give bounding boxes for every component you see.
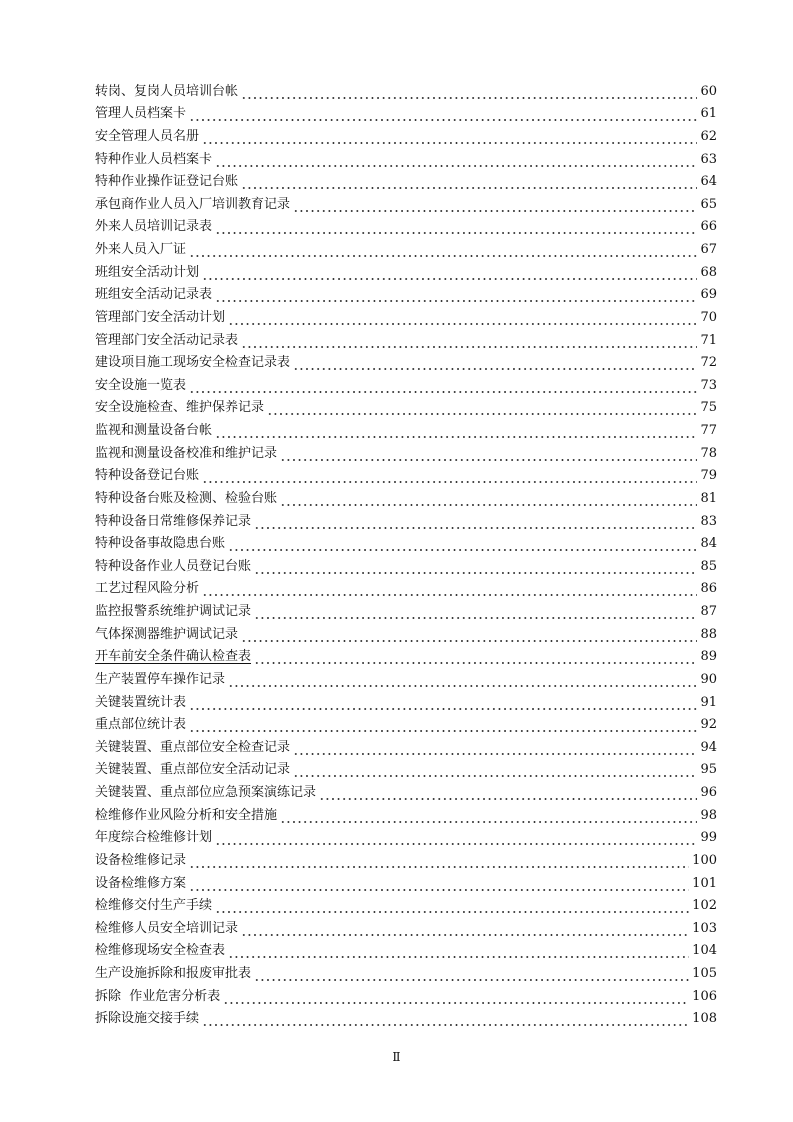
toc-entry-title: 特种作业操作证登记台账 [95, 174, 239, 190]
toc-entry-page: 91 [700, 694, 717, 710]
toc-entry-title: 班组安全活动计划 [95, 264, 200, 280]
toc-entry-page: 87 [700, 604, 717, 619]
dot-leader [293, 195, 697, 215]
toc-entry-title: 设备检维修记录 [95, 852, 187, 868]
toc-entry-title: 重点部位统计表 [95, 717, 187, 733]
toc-entry-page: 60 [700, 83, 717, 99]
toc-entry[interactable] [95, 803, 717, 826]
toc-entry-page: 68 [700, 264, 717, 280]
dot-leader [241, 82, 697, 102]
toc-entry-page: 75 [700, 400, 717, 416]
toc-entry[interactable] [95, 305, 717, 328]
toc-entry-page: 99 [700, 830, 717, 846]
toc-entry-page: 81 [700, 490, 717, 506]
toc-entry-title: 工艺过程风险分析 [95, 581, 200, 597]
toc-entry-title: 拆除设施交接手续 [95, 1011, 200, 1027]
toc-entry-title: 班组安全活动记录表 [95, 287, 213, 303]
toc-entry-title: 气体探测器维护调试记录 [95, 626, 239, 642]
toc-entry-title: 开车前安全条件确认检查表 [95, 649, 252, 665]
dot-leader [241, 625, 697, 645]
toc-entry-title: 监视和测量设备台帐 [95, 423, 213, 438]
toc-entry-page: 63 [700, 151, 717, 167]
toc-entry-page: 61 [700, 106, 717, 122]
dot-leader [215, 828, 697, 848]
toc-entry[interactable] [95, 826, 717, 849]
toc-entry-title: 关键装置统计表 [95, 694, 187, 710]
toc-entry-page: 62 [700, 128, 717, 144]
dot-leader [228, 941, 689, 961]
toc-entry[interactable] [95, 780, 717, 803]
toc-entry-page: 108 [692, 1011, 717, 1027]
toc-entry-page: 95 [700, 762, 717, 778]
dot-leader [280, 444, 697, 464]
dot-leader [215, 285, 697, 305]
dot-leader [254, 964, 689, 984]
dot-leader [189, 240, 697, 260]
dot-leader [202, 579, 697, 599]
toc-entry-page: 106 [692, 988, 717, 1004]
toc-entry[interactable] [95, 373, 717, 396]
toc-entry-title: 安全设施检查、维护保养记录 [95, 400, 265, 416]
toc-entry[interactable] [95, 758, 717, 781]
toc-entry-title: 建设项目施工现场安全检查记录表 [95, 355, 291, 371]
dot-leader [202, 263, 697, 283]
toc-entry-page: 96 [700, 785, 717, 800]
dot-leader [319, 783, 697, 803]
toc-entry-page: 71 [700, 332, 717, 348]
toc-entry-page: 100 [692, 852, 717, 868]
dot-leader [293, 738, 697, 758]
toc-entry-page: 84 [700, 536, 717, 552]
toc-entry-page: 65 [700, 196, 717, 212]
toc-entry[interactable] [95, 713, 717, 736]
toc-entry-title: 监控报警系统维护调试记录 [95, 604, 252, 619]
toc-entry-title: 管理部门安全活动计划 [95, 309, 226, 325]
toc-entry-title: 检维修现场安全检查表 [95, 943, 226, 959]
toc-entry-page: 90 [700, 671, 717, 687]
toc-entry-title: 关键装置、重点部位安全检查记录 [95, 739, 291, 755]
toc-entry[interactable] [95, 735, 717, 758]
toc-entry-page: 101 [692, 875, 717, 891]
dot-leader [293, 760, 697, 780]
toc-entry[interactable] [95, 848, 717, 871]
dot-leader [280, 806, 697, 826]
toc-entry-title: 特种设备日常维修保养记录 [95, 513, 252, 529]
dot-leader [228, 670, 697, 690]
toc-entry[interactable] [95, 554, 717, 577]
toc-entry[interactable] [95, 351, 717, 374]
dot-leader [189, 851, 689, 871]
dot-leader [202, 466, 697, 486]
toc-entry-title: 特种设备作业人员登记台账 [95, 558, 252, 574]
toc-entry-page: 103 [692, 920, 717, 936]
toc-entry[interactable] [95, 622, 717, 645]
page-number: Ⅱ [392, 1050, 401, 1064]
toc-entry[interactable] [95, 237, 717, 260]
toc-entry[interactable] [95, 509, 717, 532]
toc-entry[interactable] [95, 690, 717, 713]
toc-entry[interactable] [95, 486, 717, 509]
dot-leader [254, 557, 697, 577]
dot-leader [215, 217, 697, 237]
dot-leader [254, 602, 697, 622]
toc-entry[interactable] [95, 599, 717, 622]
toc-entry[interactable] [95, 871, 717, 894]
toc-entry-title: 关键装置、重点部位应急预案演练记录 [95, 785, 317, 800]
toc-entry-title: 设备检维修方案 [95, 875, 187, 891]
dot-leader [189, 874, 689, 894]
toc-entry-page: 105 [692, 966, 717, 981]
toc-entry-page: 92 [700, 717, 717, 733]
toc-entry-page: 98 [700, 807, 717, 823]
toc-entry-title: 特种设备事故隐患台账 [95, 536, 226, 552]
toc-entry-page: 94 [700, 739, 717, 755]
toc-entry-title: 管理部门安全活动记录表 [95, 332, 239, 348]
toc-entry-page: 66 [700, 219, 717, 235]
toc-entry-page: 64 [700, 174, 717, 190]
toc-entry-page: 73 [700, 377, 717, 393]
toc-entry[interactable] [95, 894, 717, 917]
toc-entry[interactable] [95, 328, 717, 351]
toc-entry[interactable] [95, 532, 717, 555]
toc-entry-title: 承包商作业人员入厂培训教育记录 [95, 196, 291, 212]
toc-entry-title: 特种设备台账及检测、检验台账 [95, 490, 278, 506]
dot-leader [189, 376, 697, 396]
dot-leader [228, 308, 697, 328]
toc-entry-page: 77 [700, 423, 717, 438]
dot-leader [189, 715, 697, 735]
toc-entry[interactable] [95, 283, 717, 306]
dot-leader [241, 172, 697, 192]
dot-leader [280, 489, 697, 509]
toc-entry-title: 监视和测量设备校准和维护记录 [95, 445, 278, 461]
toc-entry[interactable] [95, 147, 717, 170]
dot-leader [293, 353, 697, 373]
toc-entry[interactable] [95, 102, 717, 125]
toc-entry-title: 检维修交付生产手续 [95, 898, 213, 914]
toc-entry-title: 拆除 作业危害分析表 [95, 988, 221, 1004]
dot-leader [202, 127, 697, 147]
dot-leader [189, 693, 697, 713]
toc-entry[interactable] [95, 260, 717, 283]
dot-leader [202, 1009, 689, 1029]
toc-entry-page: 79 [700, 468, 717, 484]
toc-entry[interactable] [95, 939, 717, 962]
toc-entry-title: 安全管理人员名册 [95, 128, 200, 144]
table-of-contents [95, 79, 717, 1029]
toc-entry-title: 生产装置停车操作记录 [95, 671, 226, 687]
toc-entry-page: 67 [700, 242, 717, 257]
dot-leader [267, 398, 697, 418]
toc-entry[interactable] [95, 124, 717, 147]
toc-entry-title: 特种设备登记台账 [95, 468, 200, 484]
toc-entry[interactable] [95, 441, 717, 464]
toc-entry-title: 年度综合检维修计划 [95, 830, 213, 846]
toc-entry-page: 83 [700, 513, 717, 529]
toc-entry-page: 70 [700, 309, 717, 325]
toc-entry[interactable] [95, 396, 717, 419]
dot-leader [254, 512, 697, 532]
toc-entry-title: 检维修人员安全培训记录 [95, 920, 239, 936]
toc-entry-page: 104 [692, 943, 717, 959]
dot-leader [215, 150, 697, 170]
toc-entry[interactable] [95, 464, 717, 487]
toc-entry[interactable] [95, 984, 717, 1007]
toc-entry-page: 85 [700, 558, 717, 574]
dot-leader [241, 331, 697, 351]
dot-leader [189, 104, 697, 124]
toc-entry[interactable] [95, 961, 717, 984]
toc-entry[interactable] [95, 418, 717, 441]
dot-leader [254, 647, 697, 667]
dot-leader [215, 896, 689, 916]
toc-entry[interactable] [95, 192, 717, 215]
toc-entry-title: 生产设施拆除和报废审批表 [95, 966, 252, 981]
toc-entry-title: 检维修作业风险分析和安全措施 [95, 807, 278, 823]
toc-entry-page: 102 [692, 898, 717, 914]
toc-entry-title: 转岗、复岗人员培训台帐 [95, 83, 239, 99]
dot-leader [241, 919, 689, 939]
toc-entry-title: 外来人员入厂证 [95, 242, 187, 257]
toc-entry[interactable] [95, 916, 717, 939]
toc-entry-page: 72 [700, 355, 717, 371]
toc-entry[interactable] [95, 215, 717, 238]
toc-entry-page: 89 [700, 649, 717, 665]
toc-entry-title: 特种作业人员档案卡 [95, 151, 213, 167]
toc-entry-title: 关键装置、重点部位安全活动记录 [95, 762, 291, 778]
dot-leader [215, 421, 697, 441]
toc-entry-page: 88 [700, 626, 717, 642]
toc-entry-page: 86 [700, 581, 717, 597]
toc-entry[interactable] [95, 170, 717, 193]
dot-leader [223, 987, 689, 1007]
toc-entry-page: 69 [700, 287, 717, 303]
toc-entry-title: 安全设施一览表 [95, 377, 187, 393]
toc-entry[interactable] [95, 667, 717, 690]
toc-entry-page: 78 [700, 445, 717, 461]
toc-entry[interactable] [95, 645, 717, 668]
dot-leader [228, 534, 697, 554]
toc-entry-title: 管理人员档案卡 [95, 106, 187, 122]
toc-entry[interactable] [95, 577, 717, 600]
toc-entry-title: 外来人员培训记录表 [95, 219, 213, 235]
toc-entry[interactable] [95, 1007, 717, 1030]
toc-entry[interactable] [95, 79, 717, 102]
